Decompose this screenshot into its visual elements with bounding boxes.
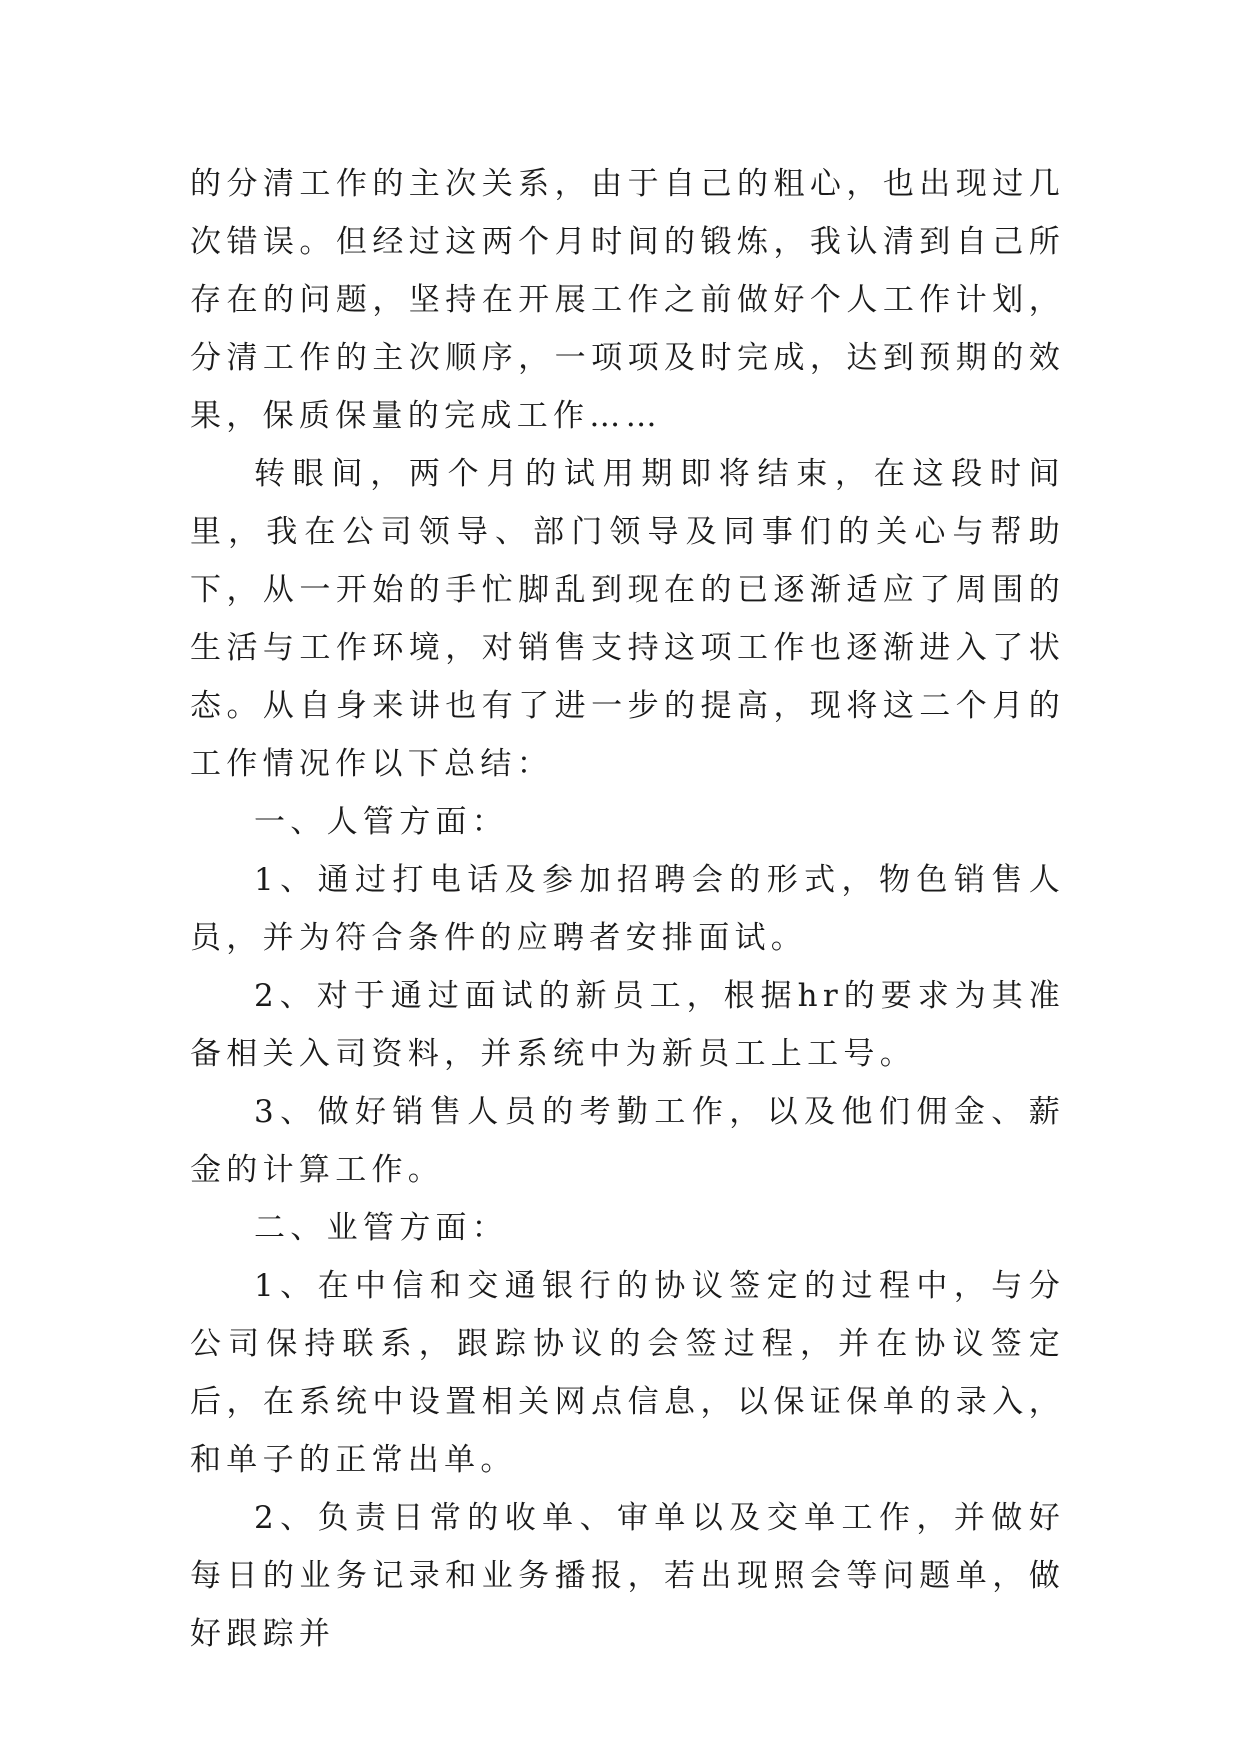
list-item-personnel-2: 2、对于通过面试的新员工，根据hr的要求为其准备相关入司资料，并系统中为新员工上工号。: [190, 978, 1065, 1072]
section-heading-business: 二、业管方面：: [254, 1210, 509, 1246]
list-item-personnel-3: 3、做好销售人员的考勤工作，以及他们佣金、薪金的计算工作。: [190, 1094, 1065, 1188]
document-body: [190, 155, 1065, 1663]
list-item-personnel-1: 1、通过打电话及参加招聘会的形式，物色销售人员，并为符合条件的应聘者安排面试。: [190, 862, 1065, 956]
paragraph-intro: 转眼间，两个月的试用期即将结束，在这段时间里，我在公司领导、部门领导及同事们的关心与帮助下，从一开始的手忙脚乱到现在的已逐渐适应了周围的生活与工作环境，对销售支持这项工作也逐渐进入了状态。从自身来讲也有了进一步的提高，现将这二个月的工作情况作以下总结：: [190, 456, 1065, 782]
paragraph-continuation: 的分清工作的主次关系，由于自己的粗心，也出现过几次错误。但经过这两个月时间的锻炼，我认清到自己所存在的问题，坚持在开展工作之前做好个人工作计划，分清工作的主次顺序，一项项及时完成，达到预期的效果，保质保量的完成工作……: [190, 166, 1065, 434]
list-item-business-2: 2、负责日常的收单、审单以及交单工作，并做好每日的业务记录和业务播报，若出现照会等问题单，做好跟踪并: [190, 1500, 1065, 1652]
section-heading-personnel: 一、人管方面：: [254, 804, 509, 840]
list-item-business-1: 1、在中信和交通银行的协议签定的过程中，与分公司保持联系，跟踪协议的会签过程，并在协议签定后，在系统中设置相关网点信息，以保证保单的录入，和单子的正常出单。: [190, 1268, 1065, 1478]
